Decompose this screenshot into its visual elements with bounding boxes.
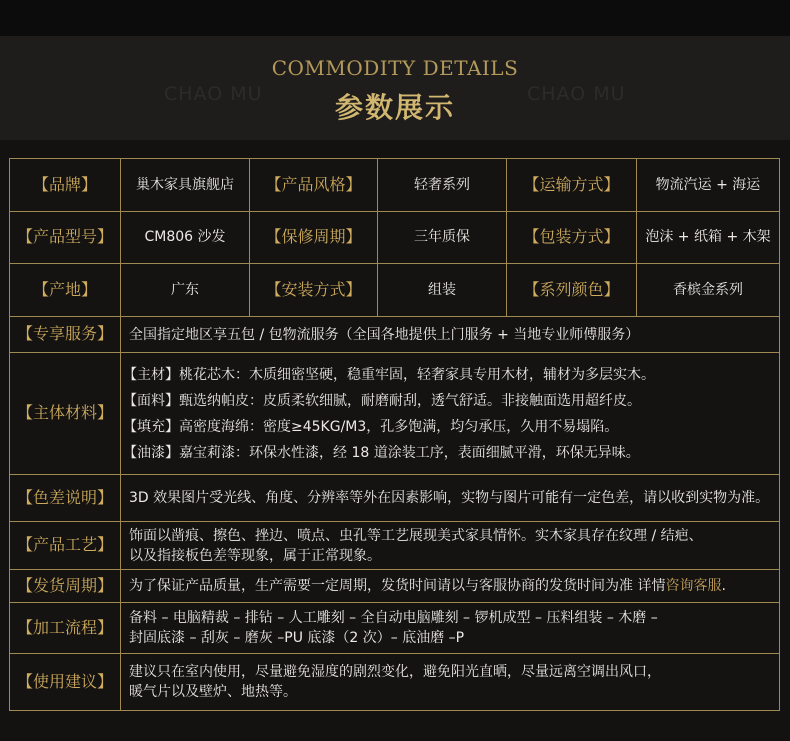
delivery-line: 为了保证产品质量，生产需要一定周期，发货时间请以与客服协商的发货时间为准 详情 bbox=[129, 578, 666, 594]
contact-service-link[interactable]: 咨询客服 bbox=[665, 578, 722, 594]
spec-table bbox=[9, 158, 780, 711]
material-line-main: 【主材】桃花芯木：木质细密坚硬，稳重牢固，轻奢家具专用木材，辅材为多层实木。 bbox=[123, 366, 655, 383]
delivery-tail: . bbox=[721, 578, 726, 594]
label-delivery: 【发货周期】 bbox=[16, 575, 113, 595]
header-title-cn: 参数展示 bbox=[334, 91, 455, 124]
craft-line-2: 以及指接板色差等现象，属于正常现象。 bbox=[129, 547, 381, 564]
label-brand: 【品牌】 bbox=[32, 174, 97, 194]
label-color: 【系列颜色】 bbox=[523, 279, 620, 299]
material-line-paint: 【油漆】嘉宝莉漆：环保水性漆，经 18 道涂装工序，表面细腻平滑，环保无异味。 bbox=[123, 444, 640, 461]
label-shipping: 【运输方式】 bbox=[523, 174, 620, 194]
label-color-note: 【色差说明】 bbox=[16, 487, 113, 507]
value-packaging: 泡沫 + 纸箱 + 木架 bbox=[645, 229, 771, 246]
color-note-text bbox=[129, 475, 777, 521]
label-packaging: 【包装方式】 bbox=[523, 227, 620, 247]
usage-line-2: 暖气片以及壁炉、地热等。 bbox=[129, 684, 297, 700]
delivery-text bbox=[129, 570, 777, 602]
value-install: 组装 bbox=[428, 281, 456, 298]
value-style: 轻奢系列 bbox=[414, 176, 470, 193]
header-title-en: COMMODITY DETAILS bbox=[271, 56, 519, 80]
material-line-fabric: 【面料】甄选纳帕皮：皮质柔软细腻，耐磨耐刮，透气舒适。非接触面选用超纤皮。 bbox=[123, 392, 641, 409]
value-color: 香槟金系列 bbox=[673, 281, 743, 298]
label-craft: 【产品工艺】 bbox=[16, 535, 113, 555]
usage-text bbox=[129, 654, 777, 710]
label-style: 【产品风格】 bbox=[265, 174, 362, 194]
process-line-2: 封固底漆 – 刮灰 – 磨灰 –PU 底漆（2 次）– 底油磨 –P bbox=[129, 630, 465, 646]
color-note-line: 3D 效果图片受光线、角度、分辨率等外在因素影响，实物与图片可能有一定色差，请以收到实物为准。 bbox=[129, 490, 770, 506]
watermark-right: CHAO MU bbox=[527, 83, 626, 105]
material-list bbox=[123, 353, 777, 474]
value-shipping: 物流汽运 + 海运 bbox=[655, 176, 761, 193]
craft-line-1: 饰面以凿痕、擦色、挫边、喷点、虫孔等工艺展现美式家具情怀。实木家具存在纹理 / 结疤、 bbox=[129, 527, 703, 544]
usage-line-1: 建议只在室内使用，尽量避免湿度的剧烈变化，避免阳光直晒，尽量远离空调出风口， bbox=[129, 664, 661, 680]
service-text bbox=[129, 317, 777, 352]
value-warranty: 三年质保 bbox=[414, 229, 470, 246]
craft-text bbox=[129, 522, 777, 569]
label-warranty: 【保修周期】 bbox=[265, 227, 362, 247]
label-install: 【安装方式】 bbox=[265, 279, 362, 299]
value-brand: 巢木家具旗舰店 bbox=[136, 176, 234, 193]
label-process: 【加工流程】 bbox=[16, 617, 113, 637]
label-service: 【专享服务】 bbox=[16, 324, 113, 344]
label-usage: 【使用建议】 bbox=[16, 671, 113, 691]
section-header bbox=[0, 36, 790, 140]
value-origin: 广东 bbox=[171, 281, 199, 298]
top-strip bbox=[0, 0, 790, 36]
service-text-line: 全国指定地区享五包 / 包物流服务（全国各地提供上门服务 + 当地专业师傅服务） bbox=[129, 326, 640, 343]
label-material: 【主体材料】 bbox=[16, 403, 113, 423]
process-line-1: 备料 – 电脑精裁 – 排钻 – 人工雕刻 – 全自动电脑雕刻 – 锣机成型 – 压料组装 – 木磨 – bbox=[129, 610, 658, 626]
value-model: CM806 沙发 bbox=[144, 229, 226, 246]
material-line-filling: 【填充】高密度海绵：密度≥45KG/M3，孔多饱满，均匀承压，久用不易塌陷。 bbox=[123, 418, 619, 435]
label-origin: 【产地】 bbox=[32, 279, 97, 299]
watermark-left: CHAO MU bbox=[164, 83, 263, 105]
label-model: 【产品型号】 bbox=[16, 227, 113, 247]
process-text bbox=[129, 603, 777, 653]
